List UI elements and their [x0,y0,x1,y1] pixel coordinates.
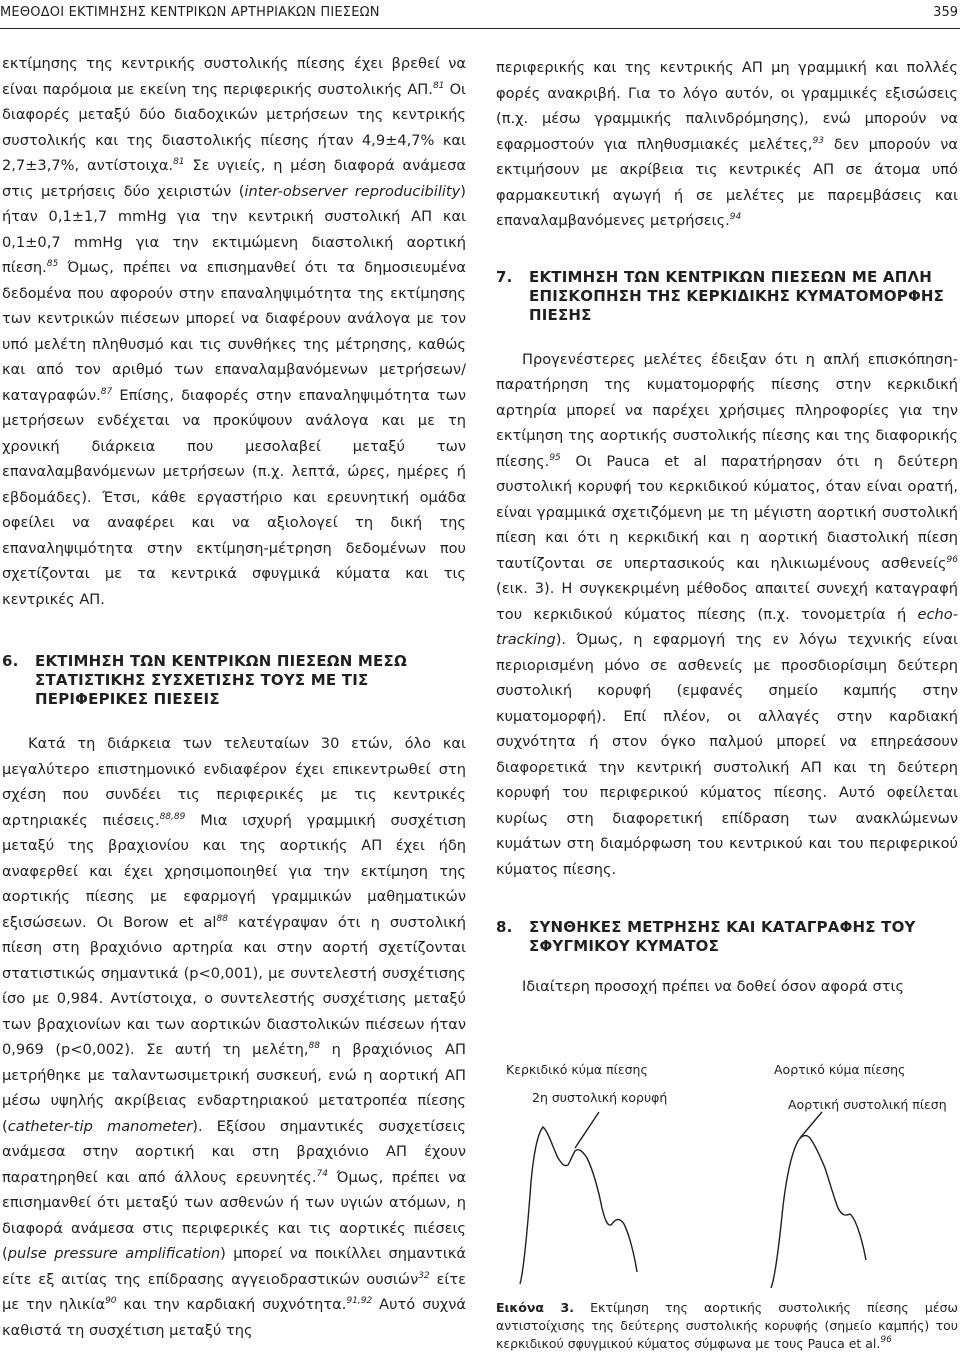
header-rule [0,28,960,29]
citation: 87 [100,386,113,397]
paragraph: Κατά τη διάρκεια των τελευταίων 30 ετών, όλο και μεγαλύτερο επιστημονικό ενδιαφέρον έχει επικεντρωθεί στη σχέση που συνδέει τις περιφερικές με τις κεντρικές αρτηριακές πιέσεις.$^{88,89}$ Μια ισχυρή γραμμική συσχέτιση μεταξύ της βραχιονίου και της αορτικής ΑΠ έχει ήδη αναφερθεί και έχει χρησιμοποιηθεί για την εκτίμηση της αορτικής πίεσης με εφαρμογή γραμμικών μαθηματικών εξισώσεων. Οι Borow et $al^{88}$ κατέγραψαν ότι η συστολική πίεση στη βραχιόνιο αρτηρία και στην αορτή σχετίζονται στατιστικώς σημαντικά (p<0,001), με συντελεστή συσχέτισης ίσο με 0,984. Αντίστοιχα, ο συντελεστής συσχέτισης μεταξύ των βραχιονίων και των αορτικών διαστολικών πιέσεων ήταν 0,969 (p<0,002). Σε αυτή τη μελέτη,$^{88}$ η βραχιόνιος ΑΠ μετρήθηκε με ταλαντωσιμετρική συσκευή, ενώ η αορτική ΑΠ μέσω υψηλής ακρίβειας ενδαρτηριακού μετατροπέα πίεσης (catheter-tip manometer). Εξίσου σημαντικές συσχετίσεις ανάμεσα στην αορτική και στη βραχιόνιο ΑΠ έχουν παρατηρηθεί και από άλλους ερευνητές.$^{74}$ Όμως, πρέπει να επισημανθεί ότι μεταξύ των ασθενών ή των υγιών ατόμων, η διαφορά ανάμεσα στις περιφερικές και τις αορτικές πιέσεις (pulse pressure amplification) μπορεί να ποικίλλει σημαντικά είτε εξ αιτίας της επίδρασης αγγειοδραστικών ουσιών$^{32}$ είτε με την ηλικία$^{90}$ και την καρδιακή συχνότητα.$^{91,92}$ Αυτό συχνά καθιστά τη συσχέτιση μεταξύ της [2,735,467,1339]
second-peak-pointer [575,1112,599,1148]
label-aortic-systolic: Αορτική συστολική πίεση [788,1097,947,1112]
citation: 88,89 [159,811,186,822]
figure-caption: Εικόνα 3. Εκτίμηση της αορτικής συστολικής πίεσης μέσω αντιστοίχισης της δεύτερης συστολικής κορυφής (σημείο καμπής) του κερκιδικού σφυγμικού κύματος σύμφωνα με τους Pauca et al.$^{96}$ [496,1300,959,1351]
citation: 90 [105,1296,117,1306]
page-number: 359 [933,5,958,20]
section-heading-8: 8. ΣΥΝΘΗΚΕΣ ΜΕΤΡΗΣΗΣ ΚΑΙ ΚΑΤΑΓΡΑΦΗΣ ΤΟΥ ΣΦΥΓΜΙΚΟΥ ΚΥΜΑΤΟΣ [496,918,916,955]
radial-pressure-wave [520,1127,637,1284]
citation: 81 [432,80,445,91]
citation: 85 [46,259,59,269]
running-header [0,0,960,30]
citation: 95 [549,452,561,463]
citation: 88 [216,913,228,924]
running-title: ΜΕΘΟΔΟΙ ΕΚΤΙΜΗΣΗΣ ΚΕΝΤΡΙΚΩΝ ΑΡΤΗΡΙΑΚΩΝ ΠΙΕΣΕΩΝ [0,5,380,20]
figure-3 [496,1048,958,1288]
paragraph: Προγενέστερες μελέτες έδειξαν ότι η απλή επισκόπηση-παρατήρηση της κυματομορφής πίεσης στην κερκιδική αρτηρία μπορεί να παρέχει χρήσιμες πληροφορίες για την εκτίμηση της αορτικής συστολικής πίεσης και της διαφορικής πίεσης.$^{95}$ Οι Pauca et al παρατήρησαν ότι η δεύτερη συστολική κορυφή του κερκιδικού κύματος, όταν είναι ορατή, είναι γραμμικά σχετιζόμενη με τη μέγιστη αορτική συστολική πίεση και ότι η κερκιδική και η αορτική διαστολική πίεση ταυτίζονται σε υπερτασικούς και ηλικιωμένους ασθενείς$^{96}$ (εικ. 3). Η συγκεκριμένη μέθοδος απαιτεί συνεχή καταγραφή του κερκιδικού κύματος πίεσης (π.χ. τονομετρία ή echo-tracking). Όμως, η εφαρμογή της εν λόγω τεχνικής είναι περιορισμένη μόνο σε ασθενείς με προσδιορίσιμη δεύτερη συστολική κορυφή (εμφανές σημείο καμπής στην κυματομορφή). Επί πλέον, οι αλλαγές στην καρδιακή συχνότητα ή στον όγκο παλμού μπορεί να επηρεάσουν διαφορετικά την κεντρική συστολική ΑΠ και τη δεύτερη κορυφή του περιφερικού κύματος πίεσης. Αυτό οφείλεται κυρίως στη διαφορετική επίδραση των ανακλώμενων κυμάτων στη διαμόρφωση του κεντρικού και του περιφερικού κύματος πίεσης. [496,350,958,878]
citation: 96 [946,554,958,565]
section-heading-6: 6. ΕΚΤΙΜΗΣΗ ΤΩΝ ΚΕΝΤΡΙΚΩΝ ΠΙΕΣΕΩΝ ΜΕΣΩ ΣΤΑΤΙΣΤΙΚΗΣ ΣΥΣΧΕΤΙΣΗΣ ΤΟΥΣ ΜΕ ΤΙΣ ΠΕΡΙΦΕΡΙΚΕΣ ΠΙΕΣΕΙΣ [2,652,407,708]
waveform-diagram [496,1048,958,1288]
citation: 88 [308,1041,320,1051]
label-radial-wave: Κερκιδικό κύμα πίεσης [506,1062,648,1077]
citation: 74 [316,1168,328,1179]
paragraph: Ιδιαίτερη προσοχή πρέπει να δοθεί όσον αφορά στις [522,978,905,995]
citation: 81 [173,157,185,167]
left-column [2,51,466,1343]
citation: 32 [418,1270,430,1281]
section-heading-7: 7. ΕΚΤΙΜΗΣΗ ΤΩΝ ΚΕΝΤΡΙΚΩΝ ΠΙΕΣΕΩΝ ΜΕ ΑΠΛΗ ΕΠΙΣΚΟΠΗΣΗ ΤΗΣ ΚΕΡΚΙΔΙΚΗΣ ΚΥΜΑΤΟΜΟΡΦΗΣ ΠΙΕΣΗΣ [496,267,945,324]
caption-label: Εικόνα 3. [496,1300,574,1315]
citation: 94 [729,212,742,222]
right-column [496,55,958,1000]
waveform-lines [520,1112,866,1288]
citation: 96 [880,1335,892,1345]
citation: 93 [812,135,825,146]
paragraph: εκτίμησης της κεντρικής συστολικής πίεσης έχει βρεθεί να είναι παρόμοια με εκείνη της περιφερικής συστολικής ΑΠ.$^{81}$ Οι διαφορές μεταξύ δύο διαδοχικών μετρήσεων της κεντρικής συστολικής και της διαστολικής πίεσης ήταν 4,9±4,7% και 2,7±3,7%, αντίστοιχα.$^{81}$ Σε υγιείς, η μέση διαφορά ανάμεσα στις μετρήσεις δύο χειριστών (inter-observer reproducibility) ήταν 0,1±1,7 mmHg για την κεντρική συστολική ΑΠ και 0,1±0,7 mmHg για την εκτιμώμενη διαστολική αορτική πίεση.$^{85}$ Όμως, πρέπει να επισημανθεί ότι τα δημοσιευμένα δεδομένα που αφορούν στην επαναληψιμότητα της εκτίμησης των κεντρικών πιέσεων μπορεί να διαφέρουν ανάλογα με τον υπό μελέτη πληθυσμό και τις συνθήκες της μέτρησης, καθώς και από τον αριθμό των επαναλαμβανόμενων μετρήσεων/καταγραφών.$^{87}$ Επίσης, διαφορές στην επαναληψιμότητα των μετρήσεων ενδέχεται να προκύψουν ανάλογα και με τη χρονική διάρκεια που μεσολαβεί μεταξύ των επαναλαμβανόμενων μετρήσεων (π.χ. λεπτά, ώρες, ημέρες ή εβδομάδες). Έτσι, κάθε εργαστήριο και ερευνητική ομάδα οφείλει να αναφέρει και να αξιολογεί τη δική της επαναληψιμότητα στην εκτίμηση-μέτρηση δεδομένων που σχετίζονται με τα κεντρικά σφυγμικά κύματα και τις κεντρικές ΑΠ. [2,55,466,608]
citation: 91,92 [346,1296,373,1306]
aortic-systolic-pointer [800,1112,822,1138]
label-aortic-wave: Αορτικό κύμα πίεσης [774,1062,906,1077]
label-second-peak: 2η συστολική κορυφή [532,1090,668,1105]
aortic-pressure-wave [771,1136,866,1288]
paragraph: περιφερικής και της κεντρικής ΑΠ μη γραμμική και πολλές φορές ανακριβή. Για το λόγο αυτόν, οι γραμμικές εξισώσεις (π.χ. μέσω γραμμικής παλινδρόμησης), ενώ μπορούν να εφαρμοστούν για πληθυσμιακές μελέτες,$^{93}$ δεν μπορούν να εκτιμήσουν με ακρίβεια τις κεντρικές ΑΠ σε άτομα υπό φαρμακευτική αγωγή ή σε μελέτες με παρεμβάσεις και επαναλαμβανόμενες μετρήσεις.$^{94}$ [496,59,958,229]
